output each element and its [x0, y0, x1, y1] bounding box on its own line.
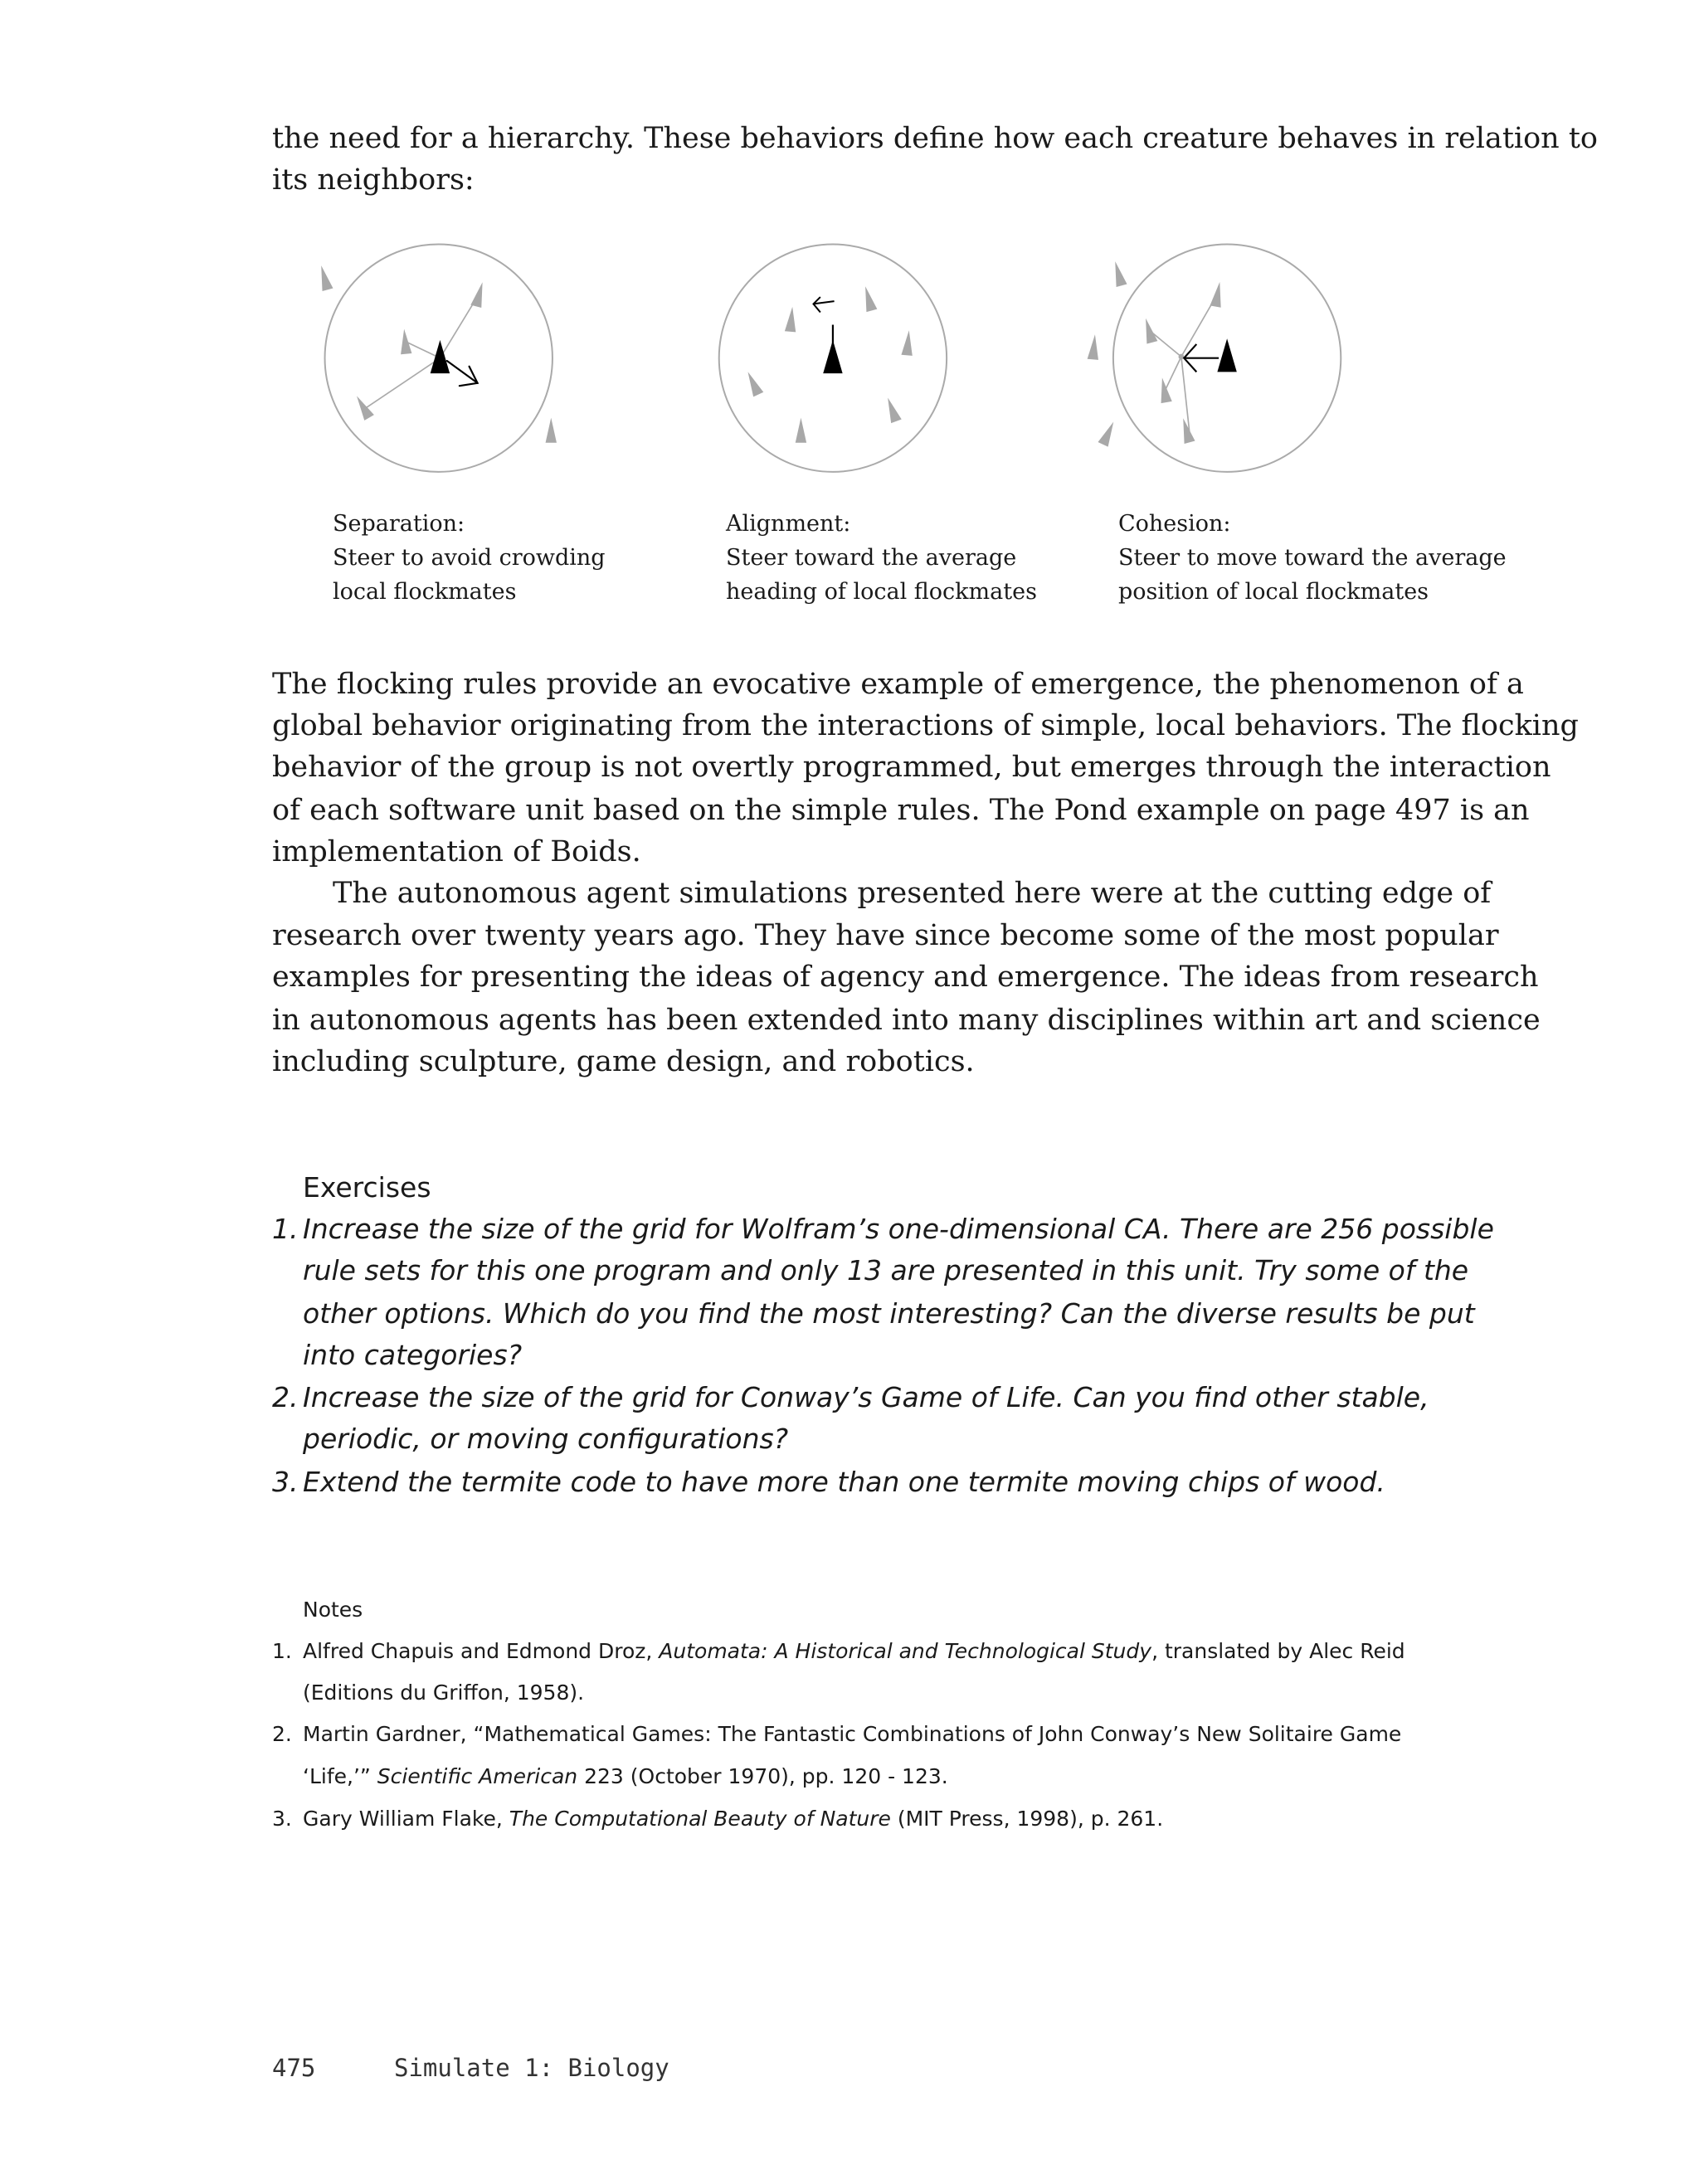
exercise-number: 1. [272, 1213, 299, 1245]
body-line: implementation of Boids. [272, 835, 641, 868]
body-line: examples for presenting the ideas of agency and emergence. The ideas from research [272, 961, 1539, 994]
exercise-line: Increase the size of the grid for Wolfram’s one-dimensional CA. There are 256 possible [303, 1213, 1494, 1245]
intro-line: its neighbors: [272, 163, 475, 197]
body-line: The autonomous agent simulations presented here were at the cutting edge of [333, 877, 1492, 910]
note-text: , translated by Alec Reid [1151, 1639, 1405, 1663]
notes-heading: Notes [303, 1598, 363, 1622]
exercise-line: Extend the termite code to have more than one termite moving chips of wood. [303, 1466, 1385, 1498]
note-number: 1. [272, 1639, 292, 1663]
body-line: of each software unit based on the simple rules. The Pond example on page 497 is an [272, 794, 1530, 827]
exercise-number: 2. [272, 1381, 299, 1413]
caption-line: Steer to avoid crowding [333, 545, 606, 571]
intro-line: the need for a hierarchy. These behaviors define how each creature behaves in relation to [272, 122, 1598, 155]
body-line: research over twenty years ago. They have since become some of the most popular [272, 919, 1499, 952]
caption-line: heading of local flockmates [726, 579, 1037, 605]
note-text: (MIT Press, 1998), p. 261. [890, 1807, 1164, 1831]
exercise-line: periodic, or moving configurations? [303, 1423, 789, 1455]
exercises-heading: Exercises [303, 1171, 431, 1204]
exercise-line: other options. Which do you find the most interesting? Can the diverse results be put [303, 1297, 1475, 1330]
caption-line: Steer toward the average [726, 545, 1017, 571]
body-line: The flocking rules provide an evocative example of emergence, the phenomenon of a [272, 668, 1524, 701]
caption-title: Alignment: [726, 511, 851, 537]
exercise-number: 3. [272, 1466, 299, 1498]
caption-line: local flockmates [333, 579, 517, 605]
body-line: behavior of the group is not overtly programmed, but emerges through the interaction [272, 751, 1551, 784]
note-title: Scientific American [377, 1764, 578, 1788]
separation-diagram [316, 244, 557, 471]
body-line: including sculpture, game design, and robotics. [272, 1045, 975, 1078]
note-line: Martin Gardner, “Mathematical Games: The Fantastic Combinations of John Conway’s New Solitaire Game [303, 1722, 1402, 1746]
body-line: global behavior originating from the interactions of simple, local behaviors. The flocking [272, 709, 1579, 742]
note-number: 2. [272, 1722, 292, 1746]
note-title: Automata: A Historical and Technological Study [659, 1639, 1152, 1663]
note-text: ‘Life,’” [303, 1764, 377, 1788]
caption-line: Steer to move toward the average [1118, 545, 1507, 571]
exercise-line: rule sets for this one program and only 13 are presented in this unit. Try some of the [303, 1254, 1469, 1287]
note-number: 3. [272, 1807, 292, 1831]
note-title: The Computational Beauty of Nature [509, 1807, 891, 1831]
exercise-line: into categories? [303, 1339, 523, 1371]
note-line [303, 1758, 948, 1795]
caption-title: Separation: [333, 511, 465, 537]
cohesion-diagram [1088, 244, 1341, 471]
alignment-diagram [719, 244, 947, 471]
note-text: Gary William Flake, [303, 1807, 509, 1831]
note-text: Alfred Chapuis and Edmond Droz, [303, 1639, 660, 1663]
page-number: 475 [272, 2054, 316, 2082]
note-line [303, 1801, 1163, 1837]
caption-title: Cohesion: [1118, 511, 1231, 537]
flocking-diagrams [0, 0, 1699, 498]
note-line: (Editions du Griffon, 1958). [303, 1681, 585, 1705]
caption-line: position of local flockmates [1118, 579, 1429, 605]
note-text: 223 (October 1970), pp. 120 - 123. [577, 1764, 948, 1788]
section-title: Simulate 1: Biology [394, 2054, 669, 2082]
body-line: in autonomous agents has been extended into many disciplines within art and science [272, 1004, 1541, 1037]
exercise-line: Increase the size of the grid for Conway’s Game of Life. Can you find other stable, [303, 1381, 1429, 1413]
note-line [303, 1633, 1405, 1670]
